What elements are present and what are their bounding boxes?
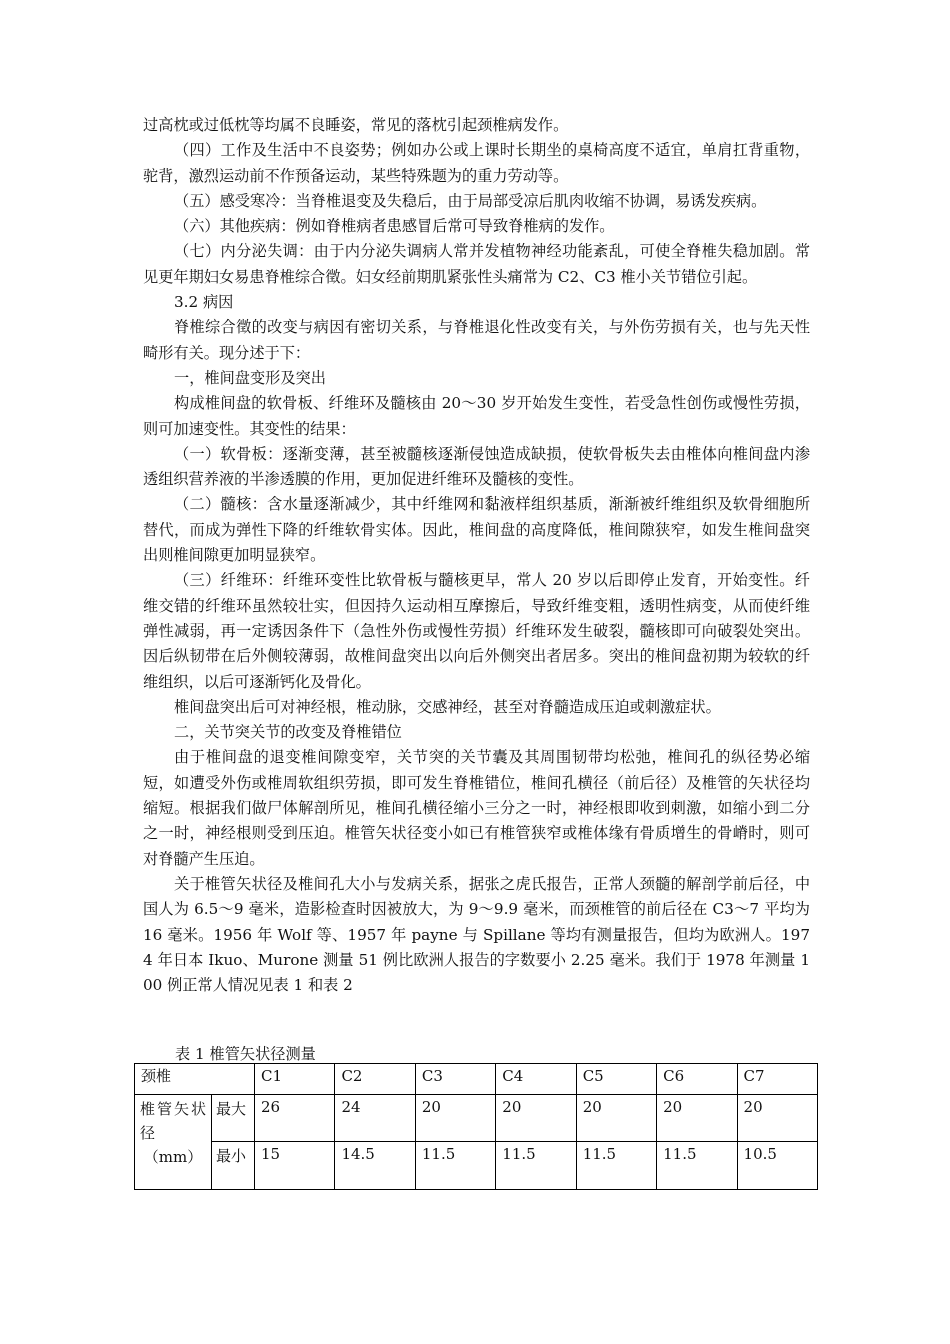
table-header-row xyxy=(135,1064,818,1095)
paragraph: 脊椎综合徵的改变与病因有密切关系，与脊椎退化性改变有关，与外伤劳损有关，也与先天性畸形有关。现分述于下： xyxy=(143,318,810,362)
paragraph: 构成椎间盘的软骨板、纤维环及髓核由 20～30 岁开始发生变性，若受急性创伤或慢性劳损，则可加速变性。其变性的结果： xyxy=(143,394,810,438)
table-row xyxy=(135,1142,818,1190)
column-header: C6 xyxy=(657,1064,737,1095)
subsection-heading: 二，关节突关节的改变及脊椎错位 xyxy=(174,723,402,742)
paragraph: 过高枕或过低枕等均属不良睡姿，常见的落枕引起颈椎病发作。 xyxy=(143,116,569,134)
row-label xyxy=(135,1094,212,1189)
min-label: 最小 xyxy=(212,1142,255,1190)
header-label: 颈椎 xyxy=(135,1064,255,1095)
paragraph: 由于椎间盘的退变椎间隙变窄，关节突的关节囊及其周围韧带均松弛，椎间孔的纵径势必缩短，如遭受外伤或椎周软组织劳损，即可发生脊椎错位，椎间孔横径（前后径）及椎管的矢状径均缩短。根据我们做尸体解剖所见，椎间孔横径缩小三分之一时，神经根即收到刺激，如缩小到二分之一时，神经根则受到压迫。椎管矢状径变小如已有椎管狭窄或椎体缘有骨质增生的骨嵴时，则可对脊髓产生压迫。 xyxy=(143,748,810,868)
table-cell: 24 xyxy=(335,1094,415,1142)
measurement-table xyxy=(134,1063,818,1190)
table-cell: 15 xyxy=(255,1142,335,1190)
body-text xyxy=(143,113,810,998)
table-cell: 11.5 xyxy=(576,1142,656,1190)
paragraph: （六）其他疾病：例如脊椎病者患感冒后常可导致脊椎病的发作。 xyxy=(174,217,615,236)
table-cell: 26 xyxy=(255,1094,335,1142)
max-label: 最大 xyxy=(212,1094,255,1142)
subsection-heading: 一，椎间盘变形及突出 xyxy=(174,368,326,387)
table-cell: 14.5 xyxy=(335,1142,415,1190)
section-heading: 3.2 病因 xyxy=(174,293,234,312)
paragraph: （二）髓核：含水量逐渐减少，其中纤维网和黏液样组织基质，渐渐被纤维组织及软骨细胞所替代，而成为弹性下降的纤维软骨实体。因此，椎间盘的高度降低，椎间隙狭窄，如发生椎间盘突出则椎间隙更加明显狭窄。 xyxy=(143,495,810,565)
table-cell: 20 xyxy=(415,1094,495,1142)
table-row xyxy=(135,1094,818,1142)
row-label-text: 椎管矢状径 xyxy=(140,1099,206,1142)
table-cell: 20 xyxy=(496,1094,576,1142)
table-cell: 11.5 xyxy=(415,1142,495,1190)
table-cell: 20 xyxy=(576,1094,656,1142)
paragraph: 关于椎管矢状径及椎间孔大小与发病关系，据张之虎氏报告，正常人颈髓的解剖学前后径，中国人为 6.5～9 毫米，造影检查时因被放大，为 9～9.9 毫米，而颈椎管的前后径在 C3～7 平均为 16 毫米。1956 年 Wolf 等、1957 年 payne 与 Spillane 等均有测量报告，但均为欧洲人。1974 年日本 Ikuo、Murone 测量 51 例比欧洲人报告的字数要小 2.25 毫米。我们于 1978 年测量 100 例正常人情况见表 1 和表 2 xyxy=(143,874,810,995)
row-unit: （mm） xyxy=(143,1147,203,1166)
paragraph: 椎间盘突出后可对神经根，椎动脉，交感神经，甚至对脊髓造成压迫或刺激症状。 xyxy=(174,697,721,716)
table-caption: 表 1 椎管矢状径测量 xyxy=(175,1045,316,1063)
column-header: C3 xyxy=(415,1064,495,1095)
table-cell: 20 xyxy=(657,1094,737,1142)
column-header: C5 xyxy=(576,1064,656,1095)
paragraph: （五）感受寒冷：当脊椎退变及失稳后，由于局部受凉后肌肉收缩不协调，易诱发疾病。 xyxy=(174,191,767,210)
paragraph: （三）纤维环：纤维环变性比软骨板与髓核更早，常人 20 岁以后即停止发育，开始变性。纤维交错的纤维环虽然较壮实，但因持久运动相互摩擦后，导致纤维变粗，透明性病变，从而使纤维弹性减弱，再一定诱因条件下（急性外伤或慢性劳损）纤维环发生破裂，髓核即可向破裂处突出。因后纵韧带在后外侧较薄弱，故椎间盘突出以向后外侧突出者居多。突出的椎间盘初期为较软的纤维组织，以后可逐渐钙化及骨化。 xyxy=(143,571,810,691)
column-header: C2 xyxy=(335,1064,415,1095)
table-cell: 11.5 xyxy=(657,1142,737,1190)
table-cell: 20 xyxy=(737,1094,817,1142)
column-header: C4 xyxy=(496,1064,576,1095)
table-cell: 11.5 xyxy=(496,1142,576,1190)
paragraph: （七）内分泌失调：由于内分泌失调病人常并发植物神经功能紊乱，可使全脊椎失稳加剧。常见更年期妇女易患脊椎综合徵。妇女经前期肌紧张性头痛常为 C2、C3 椎小关节错位引起。 xyxy=(143,242,810,286)
paragraph: （四）工作及生活中不良姿势；例如办公或上课时长期坐的桌椅高度不适宜，单肩扛背重物，驼背，激烈运动前不作预备运动，某些特殊题为的重力劳动等。 xyxy=(143,141,810,185)
table-cell: 10.5 xyxy=(737,1142,817,1190)
column-header: C7 xyxy=(737,1064,817,1095)
paragraph: （一）软骨板：逐渐变薄，甚至被髓核逐渐侵蚀造成缺损，使软骨板失去由椎体向椎间盘内渗透组织营养液的半渗透膜的作用，更加促进纤维环及髓核的变性。 xyxy=(143,444,810,489)
column-header: C1 xyxy=(255,1064,335,1095)
